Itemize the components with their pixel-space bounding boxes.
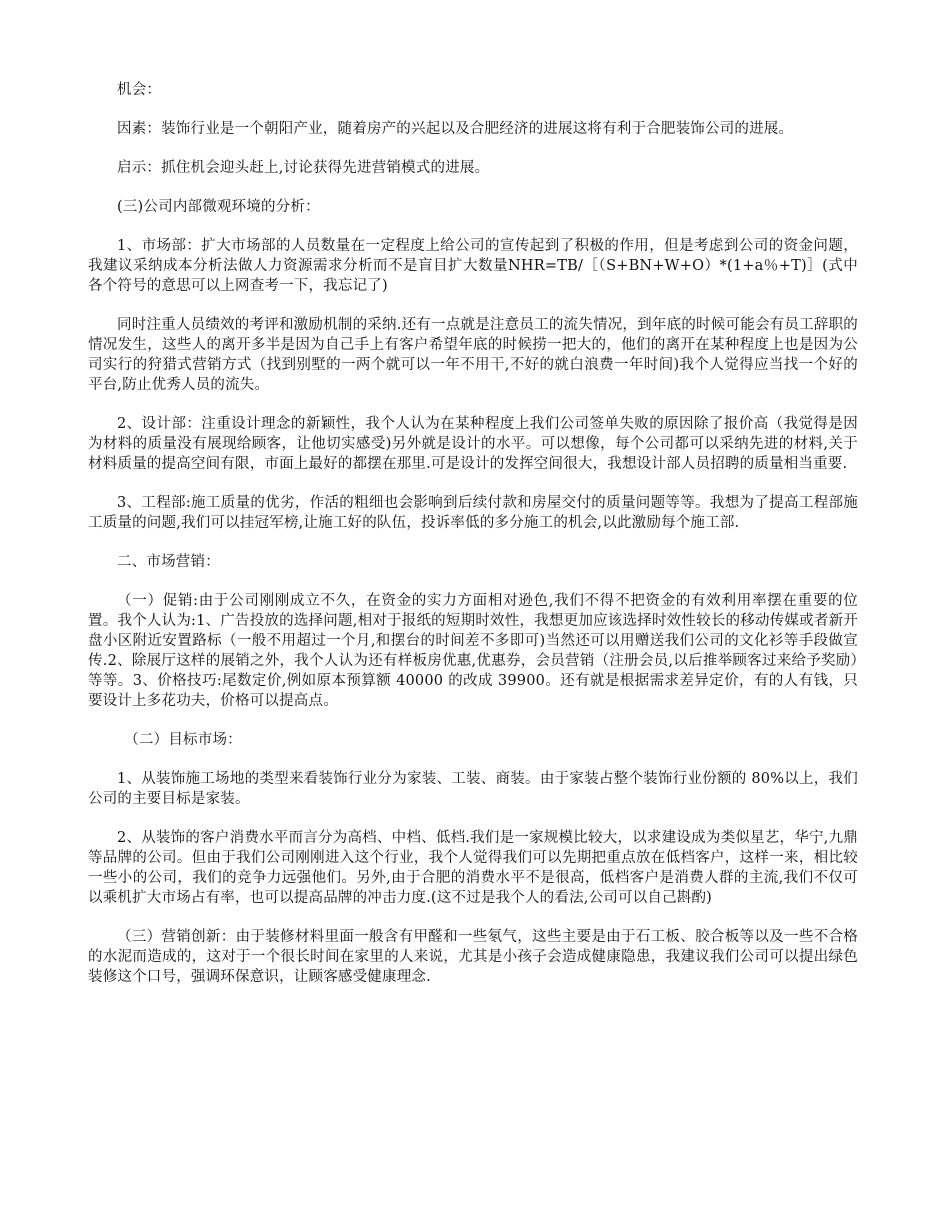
paragraph-insight: 启示：抓住机会迎头赶上,讨论获得先进营销模式的进展。 [117,160,490,176]
paragraph-promotion: （一）促销:由于公司刚刚成立不久，在资金的实力方面相对逊色,我们不得不把资金的有效利用率摆在重要的位置。我个人认为:1、广告投放的选择问题,相对于报纸的短期时效性，我想更加应该选择时效性较长的移动传媒或者新开盘小区附近安置路标（一般不用超过一个月,和摆台的时间差不多即可)当然还可以用赠送我们公司的文化衫等手段做宣传.2、除展厅这样的展销之外，我个人认为还有样板房优惠,优惠券，会员营销（注册会员,以后推举顾客过来给予奖励）等等。3、价格技巧:尾数定价,例如原本预算额 40000 的改成 39900。还有就是根据需求差异定价，有的人有钱，只要设计上多花功夫，价格可以提高点。 [88,593,858,709]
section-heading-marketing: 二、市场营销： [117,554,220,570]
section-heading-target-market: （二）目标市场： [124,732,242,748]
paragraph-performance-evaluation: 同时注重人员绩效的考评和激励机制的采纳.还有一点就是注意员工的流失情况，到年底的时候可能会有员工辞职的情况发生，这些人的离开多半是因为自己手上有客户希望年底的时候捞一把大的，他们的离开在某种程度上也是因为公司实行的狩猎式营销方式（找到别墅的一两个就可以一年不用干,不好的就白浪费一年时间)我个人觉得应当找一个好的平台,防止优秀人员的流失。 [88,317,858,393]
paragraph-target-market-type: 1、从装饰施工场地的类型来看装饰行业分为家装、工装、商装。由于家装占整个装饰行业份额的 80%以上，我们公司的主要目标是家装。 [88,771,858,807]
paragraph-marketing-innovation: （三）营销创新：由于装修材料里面一般含有甲醛和一些氡气，这些主要是由于石工板、胶合板等以及一些不合格的水泥而造成的，这对于一个很长时间在家里的人来说，尤其是小孩子会造成健康隐患，我建议我们公司可以提出绿色装修这个口号，强调环保意识，让顾客感受健康理念. [88,929,858,985]
paragraph-target-market-level: 2、从装饰的客户消费水平而言分为高档、中档、低档.我们是一家规模比较大，以求建设成为类似星艺，华宁,九鼎等品牌的公司。但由于我们公司刚刚进入这个行业，我个人觉得我们可以先期把重点放在低档客户，这样一来，相比较一些小的公司，我们的竞争力远强他们。另外,由于合肥的消费水平不是很高，低档客户是消费人群的主流,我们不仅可以乘机扩大市场占有率，也可以提高品牌的冲击力度.(这不过是我个人的看法,公司可以自己斟酌) [88,830,858,906]
section-label-opportunity: 机会： [117,82,162,98]
paragraph-design-dept: 2、设计部：注重设计理念的新颖性，我个人认为在某种程度上我们公司签单失败的原因除了报价高（我觉得是因为材料的质量没有展现给顾客，让他切实感受)另外就是设计的水平。可以想像，每个公司都可以采纳先进的材料,关于材料质量的提高空间有限，市面上最好的都摆在那里.可是设计的发挥空间很大，我想设计部人员招聘的质量相当重要. [88,416,858,472]
paragraph-marketing-dept: 1、市场部：扩大市场部的人员数量在一定程度上给公司的宣传起到了积极的作用，但是考虑到公司的资金问题，我建议采纳成本分析法做人力资源需求分析而不是盲目扩大数量NHR=TB/［（S+BN+W+O）*(1+a％+T)］(式中 各个符号的意思可以上网查考一下，我忘记了) [88,238,858,294]
paragraph-engineering-dept: 3、工程部:施工质量的优劣，作活的粗细也会影响到后续付款和房屋交付的质量问题等等。我想为了提高工程部施工质量的问题,我们可以挂冠军榜,让施工好的队伍，投诉率低的多分施工的机会,以此激励每个施工部. [88,495,858,531]
paragraph-factors: 因素：装饰行业是一个朝阳产业，随着房产的兴起以及合肥经济的进展这将有利于合肥装饰公司的进展。 [117,121,794,137]
section-heading-internal-analysis: (三)公司内部微观环境的分析： [117,199,320,215]
document-body [88,80,858,1006]
